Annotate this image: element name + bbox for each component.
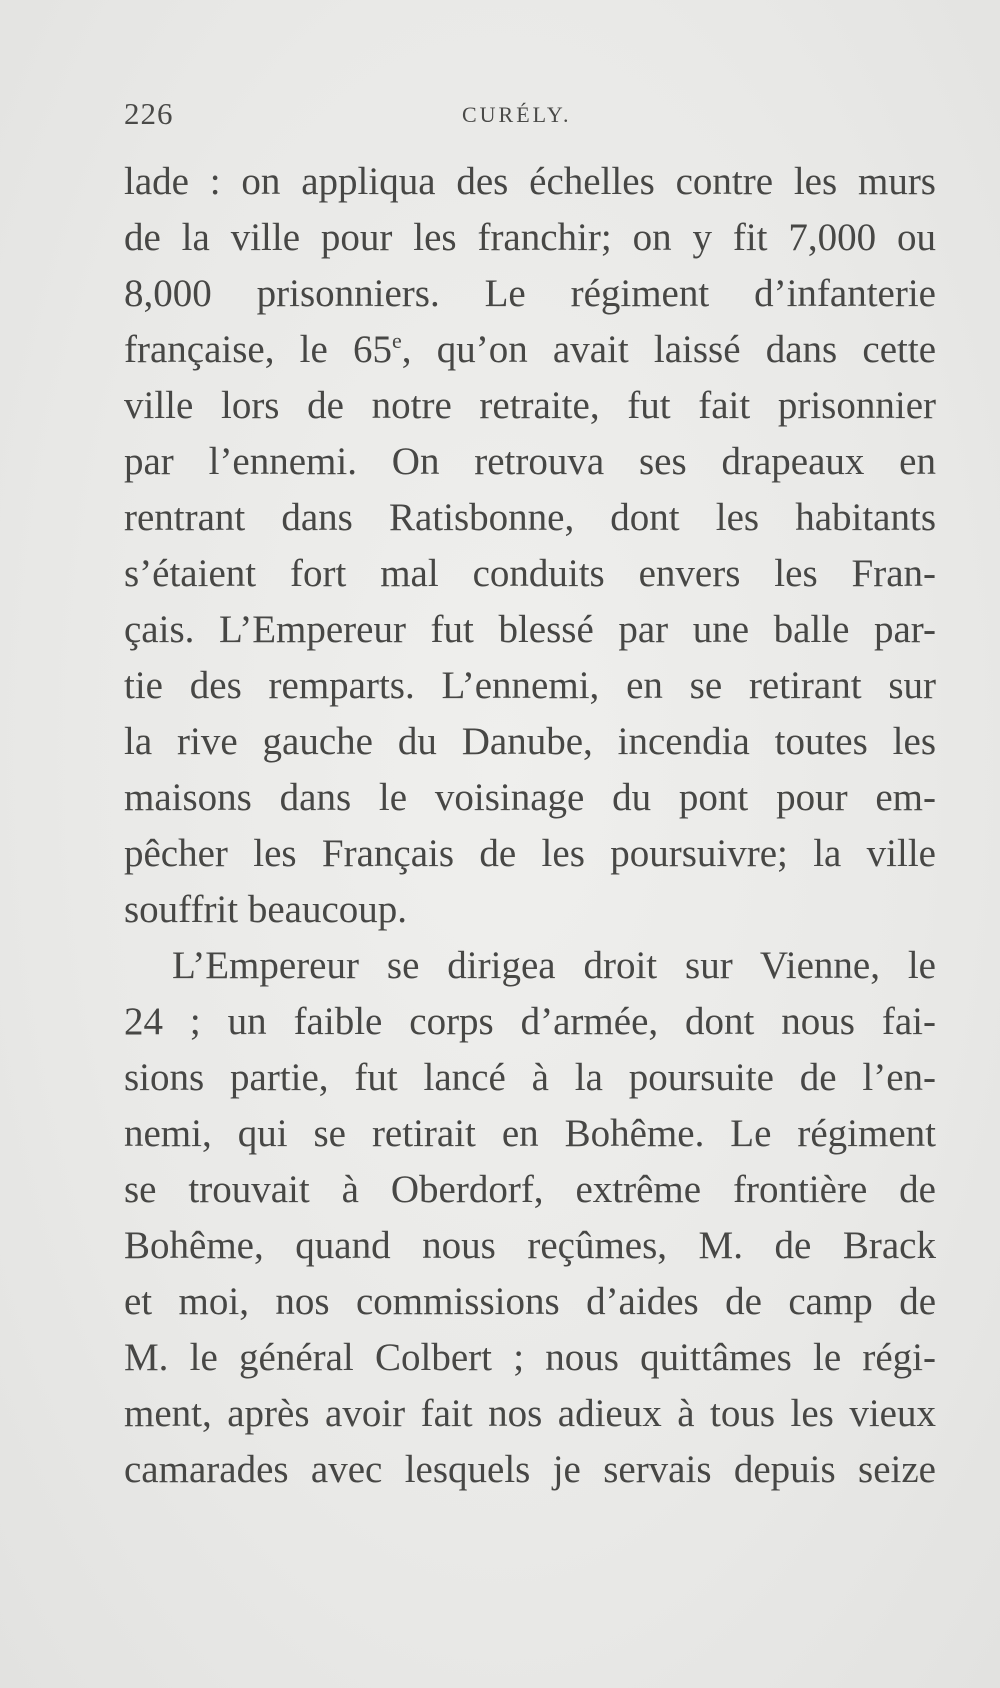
text-line: camarades avec lesquels je servais depuis seize [124,1448,936,1491]
text-line: ville lors de notre retraite, fut fait prisonnier [124,384,936,427]
running-title: CURÉLY. [462,102,572,127]
text-line: Bohême, quand nous reçûmes, M. de Brack [124,1224,936,1267]
text-fragment: française, le 65 [124,328,393,371]
text-line: pêcher les Français de les poursuivre; la ville [124,832,936,875]
paragraph-1 [124,154,936,938]
text-line: maisons dans le voisinage du pont pour em- [124,776,936,819]
text-line: tie des remparts. L’ennemi, en se retirant sur [124,664,936,707]
text-line: s’étaient fort mal conduits envers les Fran- [124,552,936,595]
text-line: souffrit beaucoup. [124,888,408,931]
superscript: e [392,328,402,353]
text-line: M. le général Colbert ; nous quittâmes le régi- [124,1336,936,1379]
text-line: se trouvait à Oberdorf, extrême frontière de [124,1168,936,1211]
text-line: ment, après avoir fait nos adieux à tous les vieux [124,1392,936,1435]
page-number: 226 [124,96,174,131]
text-line: çais. L’Empereur fut blessé par une balle par- [124,608,936,651]
text-line: 8,000 prisonniers. Le régiment d’infanterie [124,272,936,315]
text-line: la rive gauche du Danube, incendia toutes les [124,720,936,763]
text-line: lade : on appliqua des échelles contre les murs [124,160,936,203]
text-line: 24 ; un faible corps d’armée, dont nous fai- [124,1000,936,1043]
text-line: et moi, nos commissions d’aides de camp de [124,1280,936,1323]
text-line [124,322,936,378]
body-text [124,154,936,1498]
text-line: par l’ennemi. On retrouva ses drapeaux en [124,440,936,483]
text-line: de la ville pour les franchir; on y fit 7,000 ou [124,216,936,259]
text-line: sions partie, fut lancé à la poursuite de l’en- [124,1056,936,1099]
running-head [124,96,934,136]
text-line: L’Empereur se dirigea droit sur Vienne, le [172,944,936,987]
text-line: nemi, qui se retirait en Bohême. Le régiment [124,1112,936,1155]
text-line: rentrant dans Ratisbonne, dont les habitants [124,496,936,539]
paragraph-2 [124,938,936,1498]
text-fragment: , qu’on avait laissé dans cette [401,328,937,371]
